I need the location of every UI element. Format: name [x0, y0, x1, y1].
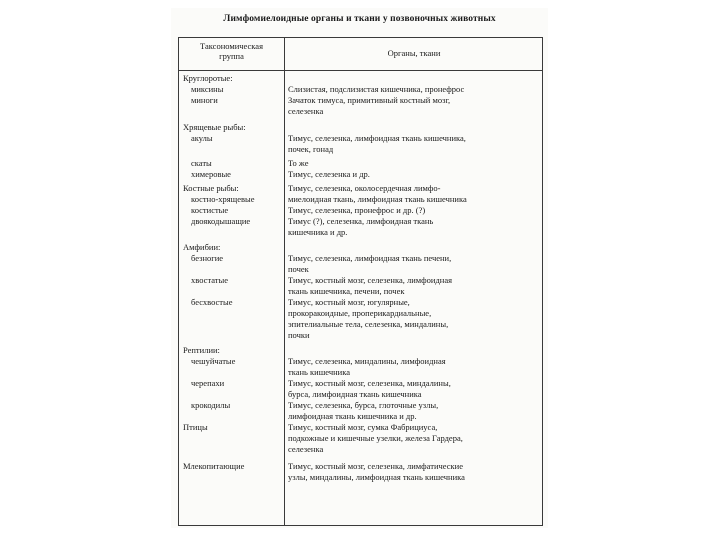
- table-row: [179, 356, 542, 378]
- table-row: [179, 133, 542, 155]
- table-row: [179, 253, 542, 275]
- document-title: Лимфомиелоидные органы и ткани у позвоночных животных: [223, 14, 496, 24]
- taxon-cell: двоякодышащие: [191, 216, 251, 226]
- table-row: [179, 297, 542, 341]
- organs-table: [178, 37, 543, 526]
- table-header: [179, 38, 542, 71]
- table-row: [179, 242, 542, 253]
- taxon-cell: Рептилии:: [183, 345, 220, 355]
- table-row: [179, 169, 542, 180]
- table-row: [179, 461, 542, 483]
- organs-cell: Тимус, селезенка и др.: [288, 169, 370, 179]
- organs-cell: Тимус, селезенка, бурса, глоточные узлы, лимфоидная ткань кишечника и др.: [288, 400, 439, 421]
- taxon-cell: химеровые: [191, 169, 231, 179]
- taxon-cell: акулы: [191, 133, 213, 143]
- organs-cell: [284, 242, 542, 253]
- organs-cell: Тимус, костный мозг, югулярные, прокоракоидные, проперикардиальные, эпителиальные тела, селезенка, миндалины, почки: [288, 297, 449, 340]
- taxon-cell: костистые: [191, 205, 229, 215]
- table-row: [179, 275, 542, 297]
- organs-cell: Тимус, костный мозг, селезенка, лимфоидная ткань кишечника, печени, почек: [288, 275, 453, 296]
- table-row: [179, 95, 542, 117]
- table-row: [179, 205, 542, 216]
- header-taxonomic-group: Таксономическая группа: [200, 41, 263, 61]
- header-organs: Органы, ткани: [387, 48, 441, 58]
- taxon-cell: Хрящевые рыбы:: [183, 122, 246, 132]
- taxon-cell: костно-хрящевые: [191, 194, 255, 204]
- organs-cell: [284, 345, 542, 356]
- taxon-cell: Костные рыбы:: [183, 183, 239, 193]
- organs-cell: Тимус, костный мозг, селезенка, миндалины, бурса, лимфоидная ткань кишечника: [288, 378, 451, 399]
- taxon-cell: Амфибии:: [183, 242, 221, 252]
- taxon-cell: миксины: [191, 84, 224, 94]
- taxon-cell: безногие: [191, 253, 224, 263]
- table-row: [179, 122, 542, 133]
- table-row: [179, 73, 542, 84]
- table-row: [179, 84, 542, 95]
- table-row: [179, 422, 542, 455]
- organs-cell: [284, 122, 542, 133]
- organs-cell: Тимус, костный мозг, селезенка, лимфатические узлы, миндалины, лимфоидная ткань кишечника: [288, 461, 465, 482]
- taxon-cell: Птицы: [183, 422, 208, 432]
- taxon-cell: хвостатые: [191, 275, 229, 285]
- taxon-cell: миноги: [191, 95, 218, 105]
- taxon-cell: чешуйчатые: [191, 356, 236, 366]
- taxon-cell: бесхвостые: [191, 297, 233, 307]
- organs-cell: [284, 73, 542, 84]
- table-row: [179, 216, 542, 238]
- organs-cell: Зачаток тимуса, примитивный костный мозг, селезенка: [288, 95, 451, 116]
- taxon-cell: скаты: [191, 158, 212, 168]
- taxon-cell: Круглоротые:: [183, 73, 233, 83]
- organs-cell: То же: [288, 158, 309, 168]
- table-row: [179, 158, 542, 169]
- organs-cell: Тимус, селезенка, околосердечная лимфо- миелоидная ткань, лимфоидная ткань кишечника: [288, 183, 467, 204]
- table-row: [179, 400, 542, 422]
- table-row: [179, 378, 542, 400]
- organs-cell: Тимус (?), селезенка, лимфоидная ткань кишечника и др.: [288, 216, 434, 237]
- organs-cell: Тимус, селезенка, пронефрос и др. (?): [288, 205, 426, 215]
- organs-cell: Тимус, селезенка, миндалины, лимфоидная ткань кишечника: [288, 356, 446, 377]
- organs-cell: Слизистая, подслизистая кишечника, пронефрос: [288, 84, 465, 94]
- taxon-cell: черепахи: [191, 378, 225, 388]
- organs-cell: Тимус, костный мозг, сумка Фабрициуса, подкожные и кишечные узелки, железа Гардера, селезенка: [288, 422, 463, 454]
- organs-cell: Тимус, селезенка, лимфоидная ткань печени, почек: [288, 253, 452, 274]
- table-row: [179, 345, 542, 356]
- taxon-cell: крокодилы: [191, 400, 231, 410]
- scanned-page: [171, 8, 548, 528]
- taxon-cell: Млекопитающие: [183, 461, 245, 471]
- organs-cell: Тимус, селезенка, лимфоидная ткань кишечника, почек, гонад: [288, 133, 466, 154]
- table-body: [179, 73, 542, 483]
